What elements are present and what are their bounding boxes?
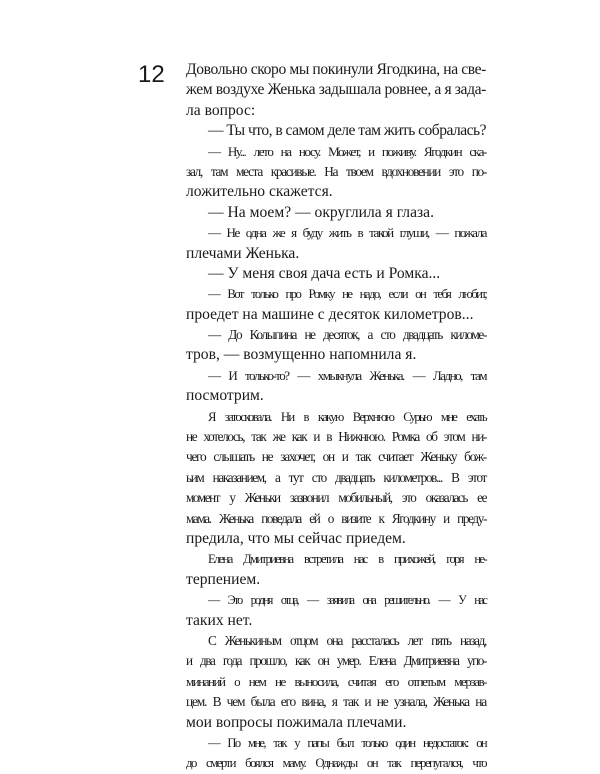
text-line: ложительно скажется.: [186, 183, 333, 201]
text-line: минаний о нем не выносила, считая его отпетым мерзав-: [186, 673, 486, 689]
text-line: чего слышать не захочет, он и так считает Женьку бож-: [186, 449, 486, 465]
text-line: — До Колыпина не десяток, а сто двадцать киломе-: [208, 327, 486, 343]
text-line: — Это родня отца, — заявила она решительно. — У нас: [208, 593, 486, 608]
text-line: мама. Женька поведала ей о визите к Ягодкину и преду-: [186, 510, 486, 526]
text-line: — Ну... лето на носу. Может, и поживу. Ягодкин ска-: [208, 143, 486, 159]
text-line: Елена Дмитриевна встретила нас в прихожей, горя не-: [208, 552, 486, 567]
text-line: и два года прошло, как он умер. Елена Дмитриевна упо-: [186, 653, 486, 669]
text-line: посмотрим.: [186, 387, 264, 405]
text-line: — На моем? — округлила я глаза.: [208, 203, 434, 221]
text-line: до смерти боялся маму. Однажды он так перепугался, что: [186, 756, 486, 771]
text-line: ла вопрос:: [186, 101, 256, 119]
text-line: момент у Женьки зазвонил мобильный, это оказалась ее: [186, 490, 486, 506]
text-line: Довольно скоро мы покинули Ягодкина, на све-: [186, 61, 486, 78]
text-line: цем. В чем была его вина, я так и не узнала, Женька на: [186, 694, 486, 710]
text-line: мои вопросы пожимала плечами.: [186, 713, 407, 731]
text-line: зал, там места красивые. На твоем вдохновении это по-: [186, 163, 486, 179]
text-line: — По мне, так у папы был только один недостаток: он: [208, 735, 486, 750]
text-line: — Не одна же я буду жить в такой глуши, — пожала: [208, 225, 486, 241]
text-line: С Женькиным отцом она рассталась лет пять назад,: [208, 632, 486, 648]
text-line: тров, — возмущенно напомнила я.: [186, 346, 417, 364]
text-line: — Вот только про Ромку не надо, если он тебя любит,: [208, 287, 486, 302]
text-line: жем воздухе Женька задышала ровнее, а я зада-: [186, 81, 486, 99]
text-line: — Ты что, в самом деле там жить собралась?: [208, 122, 486, 140]
text-line: ьим наказанием, а тут сто двадцать километров... В этот: [186, 469, 486, 485]
text-line: предила, что мы сейчас приедем.: [186, 529, 406, 547]
text-line: — И только-то? — хмыкнула Женька. — Ладно, там: [208, 367, 486, 383]
body-text: [186, 60, 486, 774]
text-line: не хотелось, так же как и в Нижнюю. Ромка об этом ни-: [186, 429, 486, 445]
text-line: плечами Женька.: [186, 244, 300, 262]
text-line: терпением.: [186, 570, 261, 588]
text-line: Я затосковала. Ни в какую Верхнюю Сурью мне ехать: [208, 409, 486, 424]
text-line: — У меня своя дача есть и Ромка...: [208, 264, 441, 282]
page-number: 12: [138, 61, 165, 88]
text-line: таких нет.: [186, 611, 253, 629]
text-line: проедет на машине с десяток километров...: [186, 305, 474, 323]
